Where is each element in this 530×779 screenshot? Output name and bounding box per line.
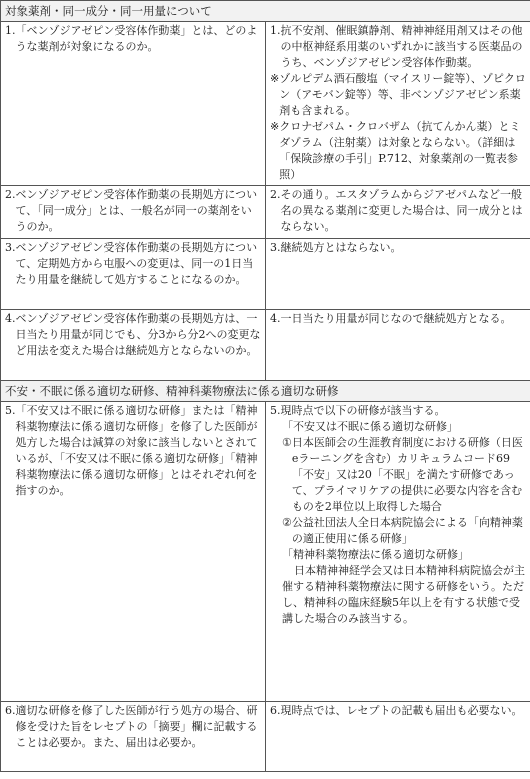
- answer-text: 一日当たり用量が同じなので継続処方となる。: [280, 312, 512, 325]
- answer-cell: [266, 239, 530, 310]
- answer-detail: [282, 419, 526, 627]
- question-cell: [1, 22, 266, 186]
- item-mark: ①: [282, 436, 292, 449]
- training-item: [282, 515, 526, 547]
- answer-cell: [266, 22, 530, 186]
- answer-text: その通り。エスタゾラムからジアゼパムなど一般名の異なる薬剤に変更した場合は、同一成分とはならない。: [280, 188, 523, 233]
- item-text: 日本医師会の生涯教育制度における研修（日医eラーニングを含む）カリキュラムコード69「不安」又は20「不眠」を満たす研修であって、プライマリケアの提供に必要な内容を含むものを2単位以上取得した場合: [291, 436, 523, 513]
- training-description: 日本精神神経学会又は日本精神科病院協会が主催する精神科薬物療法に関する研修をいう。ただし、精神科の臨床経験5年以上を有する状態で受講した場合のみ該当する。: [282, 564, 525, 625]
- qa-row: [1, 239, 530, 310]
- answer-cell: [266, 186, 530, 239]
- question-text: 「不安又は不眠に係る適切な研修」または「精神科薬物療法に係る適切な研修」を修了した医師が処方した場合は減算の対象に該当しないとされているが、「不安又は不眠に係る適切な研修」「精神科薬物療法に係る適切な研修」とはそれぞれ何を指すのか。: [15, 404, 258, 497]
- answer-number: 3.: [270, 241, 281, 254]
- question-text: ベンゾジアゼピン受容体作動薬の長期処方について、「同一成分」とは、一般名が同一の薬剤をいうのか。: [15, 188, 258, 233]
- section-title: 不安・不眠に係る適切な研修、精神科薬物療法に係る適切な研修: [1, 381, 530, 402]
- question-text: 「ベンゾジアゼピン受容体作動薬」とは、どのような薬剤が対象になるのか。: [15, 24, 258, 53]
- question-number: 1.: [5, 24, 16, 37]
- question-number: 4.: [5, 312, 16, 325]
- question-text: ベンゾジアゼピン受容体作動薬の長期処方について、定期処方から屯服への変更は、同一の1日当たり用量を継続して処方することになるのか。: [15, 241, 258, 286]
- item-mark: ②: [282, 516, 292, 529]
- question-number: 3.: [5, 241, 16, 254]
- section-header-row: [1, 1, 530, 22]
- item-text: 公益社団法人全日本病院協会による「向精神薬の適正使用に係る研修」: [291, 516, 523, 545]
- question-cell: [1, 402, 266, 702]
- question-number: 5.: [5, 404, 16, 417]
- answer-number: 5.: [270, 404, 281, 417]
- question-text: 適切な研修を修了した医師が行う処方の場合、研修を受けた旨をレセプトの「摘要」欄に記載することは必要か。また、届出は必要か。: [15, 704, 258, 749]
- note-text: ゾルピデム酒石酸塩（マイスリー錠等）、ゾピクロン（アモバン錠等）等、非ベンゾジアゼピン系薬剤も含まれる。: [279, 72, 526, 117]
- answer-cell: [266, 702, 530, 772]
- answer-text: 現時点で以下の研修が該当する。: [280, 404, 446, 417]
- qa-row: [1, 186, 530, 239]
- answer-text: 抗不安剤、催眠鎮静剤、精神神経用剤又はその他の中枢神経系用薬のいずれかに該当する医薬品のうち、ベンゾジアゼピン受容体作動薬。: [280, 24, 523, 69]
- answer-number: 2.: [270, 188, 281, 201]
- section-header-row: [1, 381, 530, 402]
- question-cell: [1, 239, 266, 310]
- qa-row: [1, 22, 530, 186]
- training-heading: 「不安又は不眠に係る適切な研修」: [282, 420, 458, 433]
- qa-row: [1, 310, 530, 381]
- question-text: ベンゾジアゼピン受容体作動薬の長期処方は、一日当たり用量が同じでも、分3から分2への変更など用法を変えた場合は継続処方とならないのか。: [15, 312, 261, 357]
- answer-note: [270, 119, 526, 183]
- note-mark: ※: [270, 72, 280, 85]
- question-cell: [1, 186, 266, 239]
- note-mark: ※: [270, 120, 280, 133]
- answer-text: 現時点では、レセプトの記載も届出も必要ない。: [280, 704, 523, 717]
- answer-number: 1.: [270, 24, 281, 37]
- section-title: 対象薬剤・同一成分・同一用量について: [1, 1, 530, 22]
- answer-number: 4.: [270, 312, 281, 325]
- question-number: 2.: [5, 188, 16, 201]
- answer-number: 6.: [270, 704, 281, 717]
- answer-cell: [266, 402, 530, 702]
- question-cell: [1, 310, 266, 381]
- training-heading: 「精神科薬物療法に係る適切な研修」: [282, 548, 469, 561]
- qa-row: [1, 402, 530, 702]
- qa-row: [1, 702, 530, 772]
- note-text: クロナゼパム・クロバザム（抗てんかん薬）とミダゾラム（注射薬）は対象とならない。（詳細は「保険診療の手引」P.712、対象薬剤の一覧表参照）: [279, 120, 521, 181]
- question-cell: [1, 702, 266, 772]
- answer-text: 継続処方とはならない。: [280, 241, 402, 254]
- training-item: [282, 435, 526, 515]
- answer-note: [270, 71, 526, 119]
- answer-cell: [266, 310, 530, 381]
- question-number: 6.: [5, 704, 16, 717]
